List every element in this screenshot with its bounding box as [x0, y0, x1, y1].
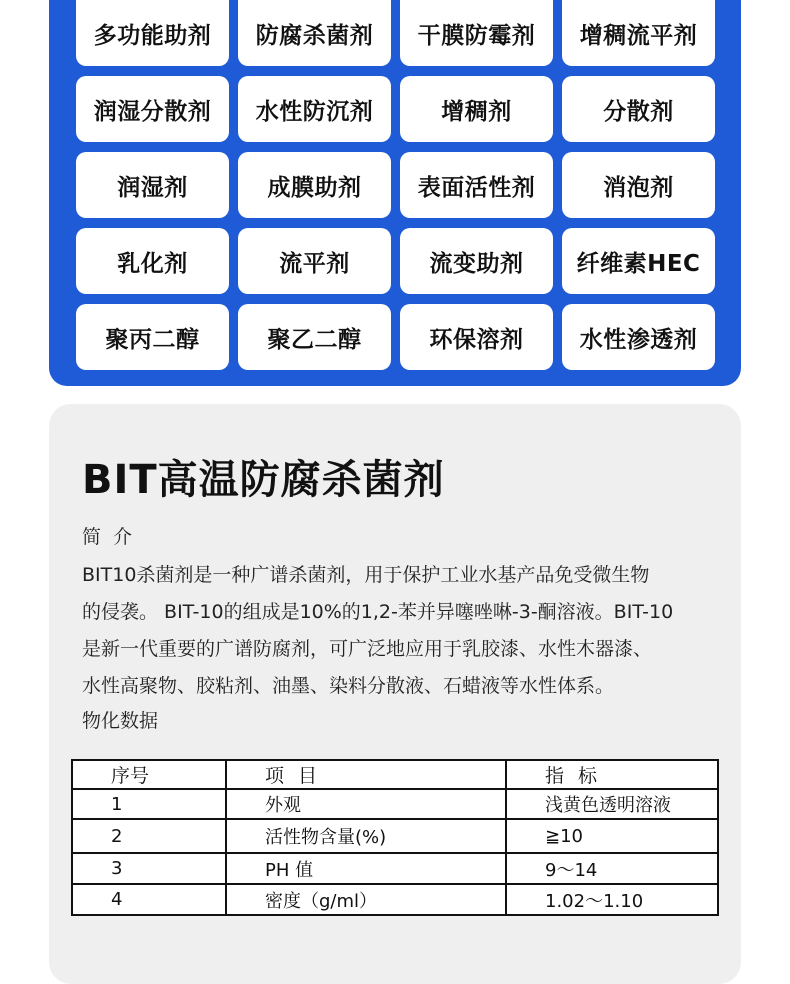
category-chip[interactable]: 乳化剂: [76, 228, 229, 294]
category-chip[interactable]: 聚丙二醇: [76, 304, 229, 370]
table-cell: 2: [72, 819, 226, 853]
intro-text-line: 是新一代重要的广谱防腐剂，可广泛地应用于乳胶漆、水性木器漆、: [82, 638, 653, 660]
category-chip[interactable]: 干膜防霉剂: [400, 0, 553, 66]
table-cell: ≧10: [506, 819, 718, 853]
table-cell: 9～14: [506, 853, 718, 884]
intro-text-line: 水性高聚物、胶粘剂、油墨、染料分散液、石蜡液等水性体系。: [82, 675, 615, 697]
intro-text-line: 的侵袭。 BIT-10的组成是10%的1,2-苯并异噻唑啉-3-酮溶液。BIT-10: [82, 601, 674, 623]
table-cell: 1: [72, 789, 226, 819]
table-cell: 4: [72, 884, 226, 915]
table-cell: PH 值: [226, 853, 506, 884]
table-cell: 浅黄色透明溶液: [506, 789, 718, 819]
category-chip[interactable]: 成膜助剂: [238, 152, 391, 218]
intro-heading: 简介: [82, 526, 145, 548]
category-chip[interactable]: 流平剂: [238, 228, 391, 294]
category-chip[interactable]: 多功能助剂: [76, 0, 229, 66]
category-chip[interactable]: 增稠剂: [400, 76, 553, 142]
category-chip[interactable]: 流变助剂: [400, 228, 553, 294]
category-chip[interactable]: 润湿剂: [76, 152, 229, 218]
category-grid: [76, 0, 715, 370]
table-row: [72, 789, 718, 819]
product-title: BIT高温防腐杀菌剂: [82, 457, 445, 503]
category-chip[interactable]: 润湿分散剂: [76, 76, 229, 142]
column-header-no: 序号: [72, 760, 226, 789]
category-chip[interactable]: 增稠流平剂: [562, 0, 715, 66]
column-header-spec: 指标: [506, 760, 718, 789]
table-cell: 3: [72, 853, 226, 884]
category-chip[interactable]: 表面活性剂: [400, 152, 553, 218]
table-header-row: [72, 760, 718, 789]
category-chip[interactable]: 纤维素HEC: [562, 228, 715, 294]
table-cell: 外观: [226, 789, 506, 819]
table-row: [72, 819, 718, 853]
category-chip[interactable]: 水性防沉剂: [238, 76, 391, 142]
table-row: [72, 884, 718, 915]
table-cell: 密度（g/ml）: [226, 884, 506, 915]
properties-heading: 物化数据: [82, 710, 159, 732]
table-cell: 1.02～1.10: [506, 884, 718, 915]
category-chip[interactable]: 分散剂: [562, 76, 715, 142]
spec-table: [71, 759, 719, 916]
category-chip[interactable]: 消泡剂: [562, 152, 715, 218]
table-row: [72, 853, 718, 884]
category-chip[interactable]: 水性渗透剂: [562, 304, 715, 370]
category-chip[interactable]: 环保溶剂: [400, 304, 553, 370]
intro-text-line: BIT10杀菌剂是一种广谱杀菌剂，用于保护工业水基产品免受微生物: [82, 564, 650, 586]
category-chip[interactable]: 聚乙二醇: [238, 304, 391, 370]
column-header-item: 项目: [226, 760, 506, 789]
table-cell: 活性物含量(%): [226, 819, 506, 853]
category-chip[interactable]: 防腐杀菌剂: [238, 0, 391, 66]
